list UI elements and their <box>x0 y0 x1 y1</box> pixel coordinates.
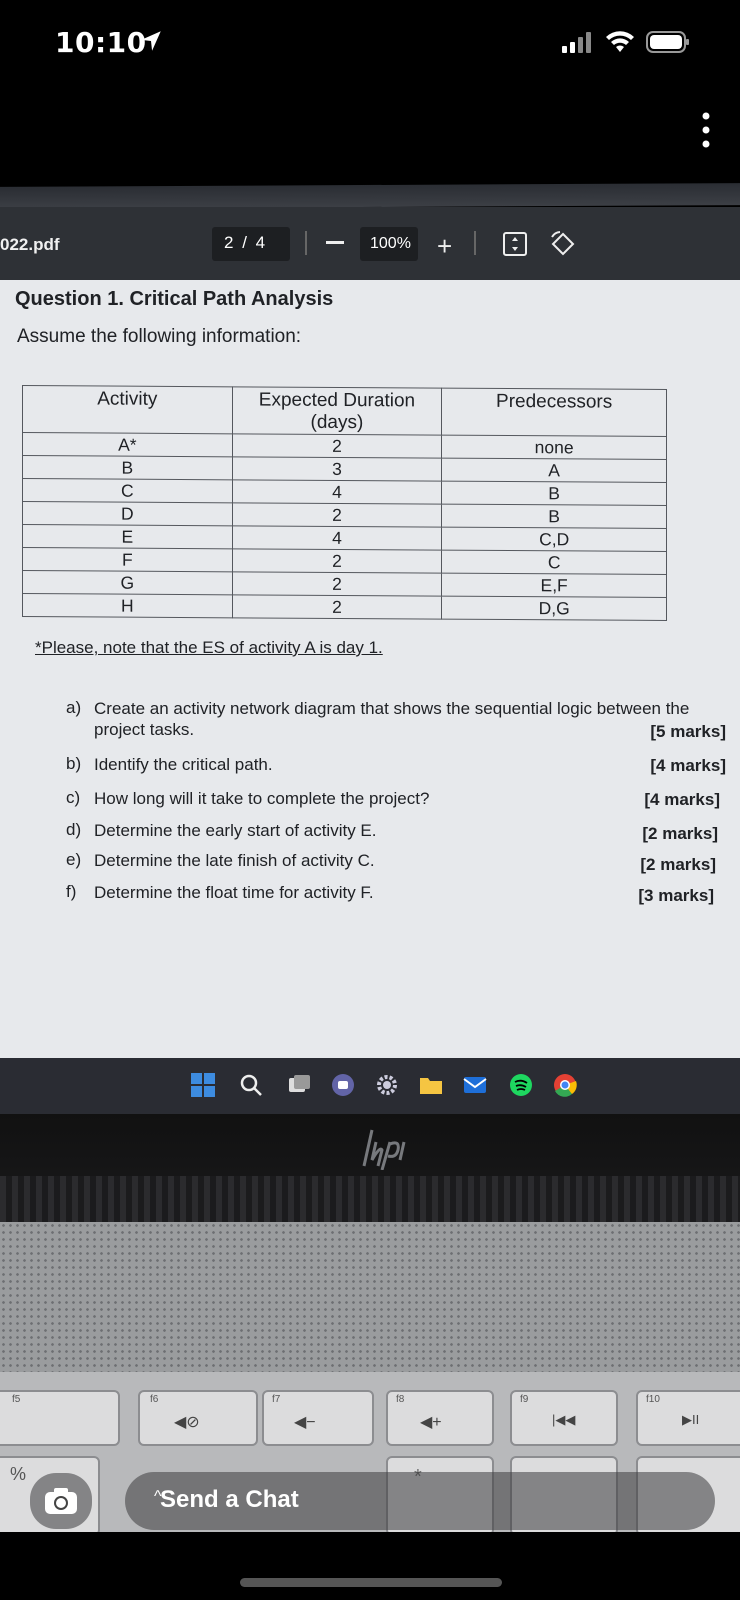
task-letter: c) <box>66 788 81 807</box>
cell-duration: 2 <box>232 503 442 527</box>
page-current[interactable]: 2 <box>224 233 234 252</box>
mute-icon: ◀⊘ <box>174 1414 200 1431</box>
table-header-row <box>23 386 667 437</box>
pdf-page <box>0 280 740 1075</box>
cell-predecessors: C,D <box>442 527 667 551</box>
cell-predecessors: C <box>442 550 667 574</box>
cell-predecessors: B <box>442 481 667 505</box>
cell-predecessors: none <box>442 435 667 459</box>
cell-activity: C <box>23 479 233 503</box>
windows-start-icon[interactable] <box>190 1072 216 1098</box>
cellular-signal-icon <box>560 30 596 54</box>
bottom-area <box>0 1532 740 1600</box>
key-f6 <box>138 1390 258 1446</box>
cell-duration: 4 <box>232 480 442 504</box>
task-letter: f) <box>66 882 77 901</box>
cell-duration: 3 <box>232 457 442 481</box>
key-label: f7 <box>272 1394 281 1405</box>
key-label: f9 <box>520 1394 529 1405</box>
zoom-out-button[interactable] <box>326 241 344 244</box>
key-f9 <box>510 1390 618 1446</box>
key-f5 <box>0 1390 120 1446</box>
speaker-grille <box>0 1222 740 1372</box>
task-view-icon[interactable] <box>286 1072 312 1098</box>
cell-predecessors: B <box>442 504 667 528</box>
activity-table <box>22 385 667 621</box>
chrome-icon[interactable] <box>552 1072 578 1098</box>
fit-to-page-icon[interactable] <box>502 231 528 257</box>
task-text: Create an activity network diagram that shows the sequential logic between the project tasks. <box>94 699 690 739</box>
task-text: How long will it take to complete the project? <box>94 789 430 808</box>
task-marks: [4 marks] <box>644 790 720 809</box>
task-marks: [4 marks] <box>650 756 726 775</box>
table-footnote: *Please, note that the ES of activity A is day 1. <box>35 638 383 657</box>
task-marks: [2 marks] <box>640 855 716 874</box>
laptop-hinge <box>0 1176 740 1222</box>
task-letter: d) <box>66 820 82 839</box>
windows-taskbar <box>0 1058 740 1114</box>
hp-logo-icon <box>358 1126 412 1170</box>
toolbar-divider <box>474 231 476 255</box>
task-text: Identify the critical path. <box>94 755 273 774</box>
zoom-level[interactable]: 100% <box>370 235 411 252</box>
camera-button[interactable] <box>30 1473 92 1529</box>
pdf-toolbar <box>0 207 740 283</box>
cell-predecessors: D,G <box>442 596 667 620</box>
search-icon[interactable] <box>238 1072 264 1098</box>
cell-activity: F <box>23 548 233 572</box>
status-bar <box>0 0 740 90</box>
wifi-icon <box>604 28 636 54</box>
task-text: Determine the float time for activity F. <box>94 883 374 902</box>
key-label: f8 <box>396 1394 405 1405</box>
question-intro: Assume the following information: <box>17 326 302 347</box>
browser-tab-strip <box>0 183 740 209</box>
teams-chat-icon[interactable] <box>330 1072 356 1098</box>
cell-activity: E <box>23 525 233 549</box>
battery-icon <box>646 31 690 53</box>
task-marks: [2 marks] <box>642 824 718 843</box>
more-options-icon[interactable] <box>696 110 716 150</box>
key-f7 <box>262 1390 374 1446</box>
cell-duration: 2 <box>232 572 442 596</box>
camera-icon <box>44 1487 78 1515</box>
cell-activity: G <box>23 571 233 595</box>
pdf-filename: 022.pdf <box>0 235 60 254</box>
cell-duration: 2 <box>232 434 442 458</box>
volume-up-icon: ◀+ <box>420 1414 442 1431</box>
cell-activity: D <box>23 502 233 526</box>
page-separator: / <box>242 233 247 252</box>
play-pause-icon: ▶II <box>682 1412 700 1427</box>
cell-predecessors: E,F <box>442 573 667 597</box>
cell-duration: 2 <box>232 595 442 619</box>
previous-track-icon: |◀◀ <box>552 1412 576 1427</box>
task-text: Determine the late finish of activity C. <box>94 851 375 870</box>
home-indicator[interactable] <box>240 1578 502 1587</box>
file-explorer-icon[interactable] <box>418 1072 444 1098</box>
task-letter: e) <box>66 850 82 869</box>
question-title: Question 1. Critical Path Analysis <box>15 288 334 310</box>
page-indicator[interactable] <box>224 233 265 253</box>
cell-predecessors: A <box>442 458 667 482</box>
volume-down-icon: ◀− <box>294 1414 316 1431</box>
settings-gear-icon[interactable] <box>374 1072 400 1098</box>
status-time: 10:10 <box>55 26 147 59</box>
send-chat-placeholder[interactable]: Send a Chat <box>160 1486 299 1513</box>
header-predecessors: Predecessors <box>442 388 667 436</box>
task-text: Determine the early start of activity E. <box>94 821 377 840</box>
key-label: f5 <box>12 1394 21 1405</box>
task-letter: a) <box>66 698 82 717</box>
key-label: % <box>10 1464 27 1484</box>
cell-duration: 4 <box>232 526 442 550</box>
key-f10 <box>636 1390 740 1446</box>
zoom-in-button[interactable]: + <box>437 231 453 261</box>
cell-activity: B <box>23 456 233 480</box>
expand-caret-icon[interactable]: ^ <box>154 1488 162 1505</box>
spotify-icon[interactable] <box>508 1072 534 1098</box>
cell-activity: A* <box>23 433 233 457</box>
key-label: f10 <box>646 1394 660 1405</box>
task-marks: [5 marks] <box>650 722 726 741</box>
table-row <box>23 594 667 621</box>
task-letter: b) <box>66 754 82 773</box>
task-marks: [3 marks] <box>638 886 714 905</box>
mail-icon[interactable] <box>462 1072 488 1098</box>
cell-activity: H <box>23 594 233 618</box>
header-duration: Expected Duration (days) <box>232 387 442 435</box>
toolbar-divider <box>305 231 307 255</box>
page-total: 4 <box>255 233 266 252</box>
key-f8 <box>386 1390 494 1446</box>
rotate-icon[interactable] <box>548 229 578 259</box>
cell-duration: 2 <box>232 549 442 573</box>
location-arrow-icon <box>138 28 164 54</box>
key-label: f6 <box>150 1394 159 1405</box>
table-row <box>23 433 667 460</box>
header-activity: Activity <box>23 386 233 434</box>
